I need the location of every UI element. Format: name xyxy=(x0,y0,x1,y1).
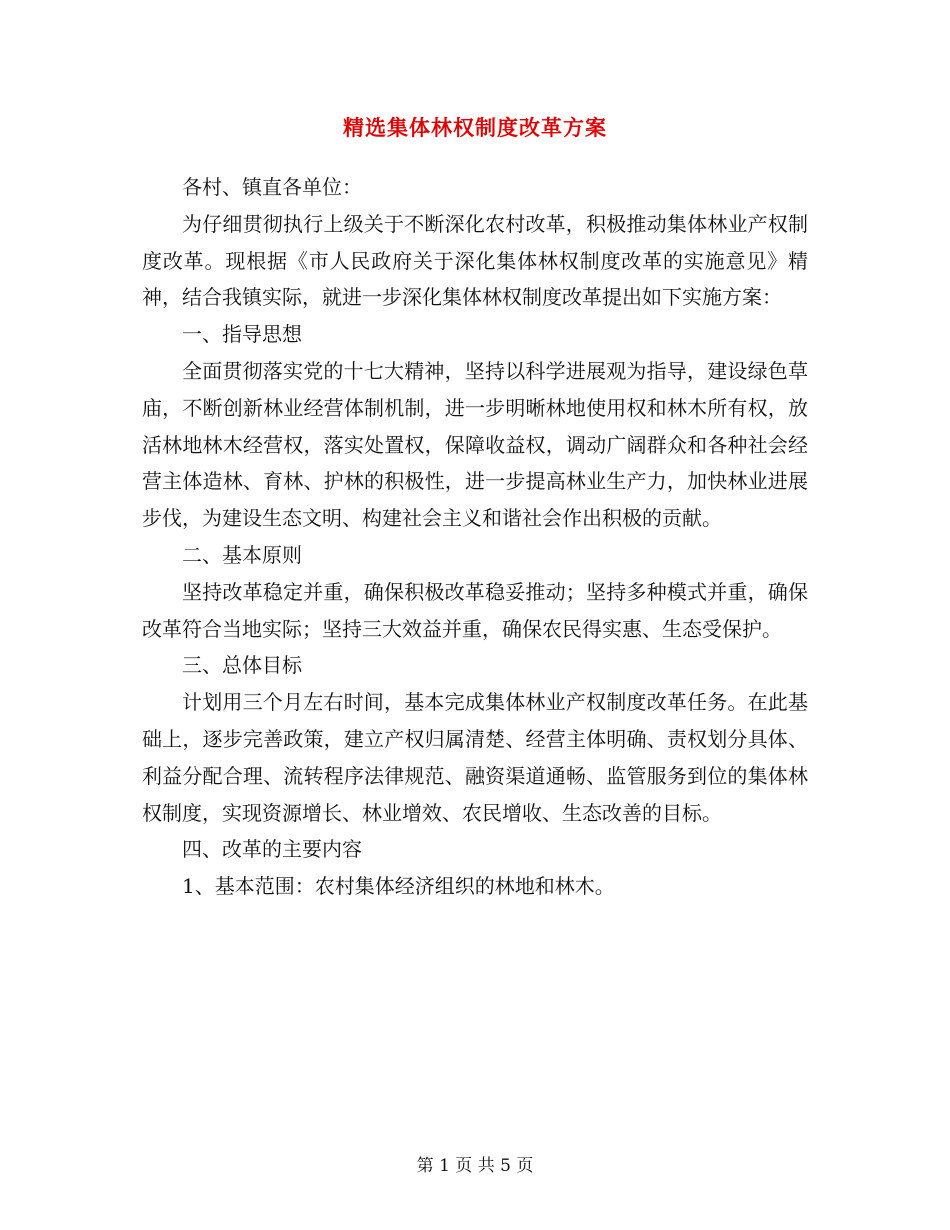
guiding-ideology-paragraph: 全面贯彻落实党的十七大精神，坚持以科学进展观为指导，建设绿色草庙，不断创新林业经营体制机制，进一步明晰林地使用权和林木所有权，放活林地林木经营权，落实处置权，保障收益权，调动广阔群众和各种社会经营主体造林、育林、护林的积极性，进一步提高林业生产力，加快林业进展步伐，为建设生态文明、构建社会主义和谐社会作出积极的贡献。 xyxy=(142,358,808,531)
basic-scope-paragraph: 1、基本范围：农村集体经济组织的林地和林木。 xyxy=(182,874,615,899)
overall-goal-paragraph: 计划用三个月左右时间，基本完成集体林业产权制度改革任务。在此基础上，逐步完善政策，建立产权归属清楚、经营主体明确、责权划分具体、利益分配合理、流转程序法律规范、融资渠道通畅、监管服务到位的集体林权制度，实现资源增长、林业增效、农民增收、生态改善的目标。 xyxy=(142,690,808,825)
section-heading-guiding-ideology: 一、指导思想 xyxy=(182,322,302,347)
intro-paragraph: 为仔细贯彻执行上级关于不断深化农村改革，积极推动集体林业产权制度改革。现根据《市人民政府关于深化集体林权制度改革的实施意见》精神，结合我镇实际，就进一步深化集体林权制度改革提出如下实施方案： xyxy=(142,211,808,310)
section-heading-basic-principles: 二、基本原则 xyxy=(182,542,302,567)
basic-principles-paragraph: 坚持改革稳定并重，确保积极改革稳妥推动；坚持多种模式并重，确保改革符合当地实际；坚持三大效益并重，确保农民得实惠、生态受保护。 xyxy=(142,579,808,641)
section-heading-main-content: 四、改革的主要内容 xyxy=(182,837,362,862)
document-title: 精选集体林权制度改革方案 xyxy=(343,115,607,140)
document-body xyxy=(142,169,808,905)
page-number-footer: 第 1 页 共 5 页 xyxy=(416,1156,534,1176)
salutation-paragraph: 各村、镇直各单位： xyxy=(182,175,362,199)
section-heading-overall-goal: 三、总体目标 xyxy=(182,653,302,678)
